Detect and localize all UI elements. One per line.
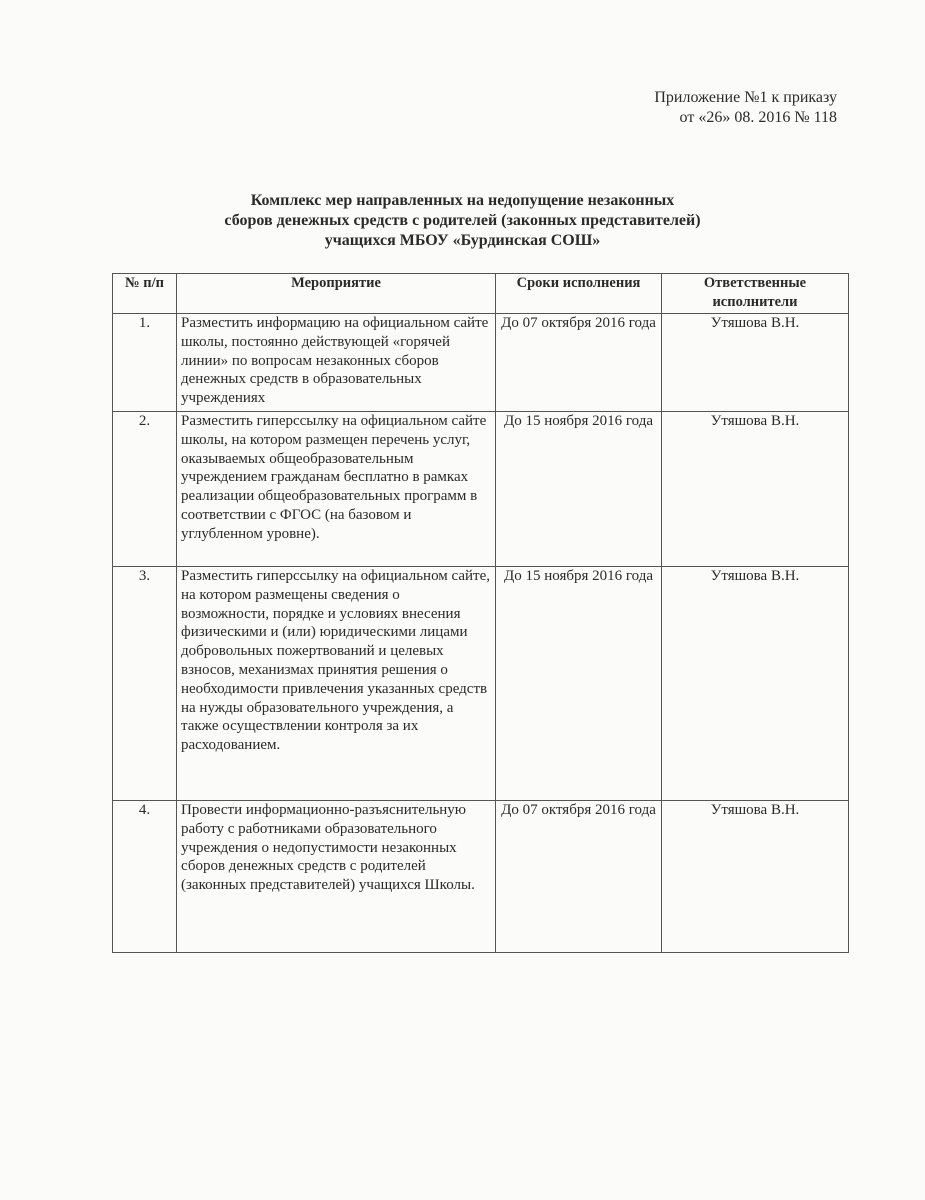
reference-line-2: от «26» 08. 2016 № 118 (679, 109, 837, 126)
header-deadline: Сроки исполнения (496, 274, 662, 314)
document-title (0, 191, 925, 251)
row-responsible: Утяшова В.Н. (662, 314, 849, 412)
row-responsible: Утяшова В.Н. (662, 412, 849, 567)
header-responsible: Ответственные исполнители (662, 274, 849, 314)
row-responsible: Утяшова В.Н. (662, 567, 849, 801)
row-responsible: Утяшова В.Н. (662, 801, 849, 953)
row-number: 3. (113, 567, 177, 801)
row-deadline: До 15 ноября 2016 года (496, 412, 662, 567)
row-deadline: До 15 ноября 2016 года (496, 567, 662, 801)
row-number: 2. (113, 412, 177, 567)
reference-line-1: Приложение №1 к приказу (654, 89, 837, 106)
row-number: 4. (113, 801, 177, 953)
row-deadline: До 07 октября 2016 года (496, 801, 662, 953)
table-row (113, 314, 849, 412)
header-action: Мероприятие (177, 274, 496, 314)
row-deadline: До 07 октября 2016 года (496, 314, 662, 412)
title-line-2: сборов денежных средств с родителей (законных представителей) (224, 212, 701, 229)
row-action: Разместить информацию на официальном сайте школы, постоянно действующей «горячей линии» по вопросам незаконных сборов денежных средств в образовательных учреждениях (177, 314, 496, 412)
row-action: Разместить гиперссылку на официальном сайте, на котором размещены сведения о возможности, порядке и условиях внесения физическими и (или) юридическими лицами добровольных пожертвований и целевых взносов, механизмах принятия решения о необходимости привлечения указанных средств на нужды образовательного учреждения, а также осуществлении контроля за их расходованием. (177, 567, 496, 801)
title-line-3: учащихся МБОУ «Бурдинская СОШ» (324, 232, 601, 249)
header-number: № п/п (113, 274, 177, 314)
measures-table (112, 273, 849, 953)
order-reference (654, 88, 837, 128)
table-row (113, 412, 849, 567)
table-row (113, 567, 849, 801)
title-line-1: Комплекс мер направленных на недопущение незаконных (250, 192, 675, 209)
row-number: 1. (113, 314, 177, 412)
table-row (113, 801, 849, 953)
row-action: Провести информационно-разъяснительную работу с работниками образовательного учреждения о недопустимости незаконных сборов денежных средств с родителей (законных представителей) учащихся Школы. (177, 801, 496, 953)
row-action: Разместить гиперссылку на официальном сайте школы, на котором размещен перечень услуг, оказываемых общеобразовательным учреждением гражданам бесплатно в рамках реализации общеобразовательных программ в соответствии с ФГОС (на базовом и углубленном уровне). (177, 412, 496, 567)
